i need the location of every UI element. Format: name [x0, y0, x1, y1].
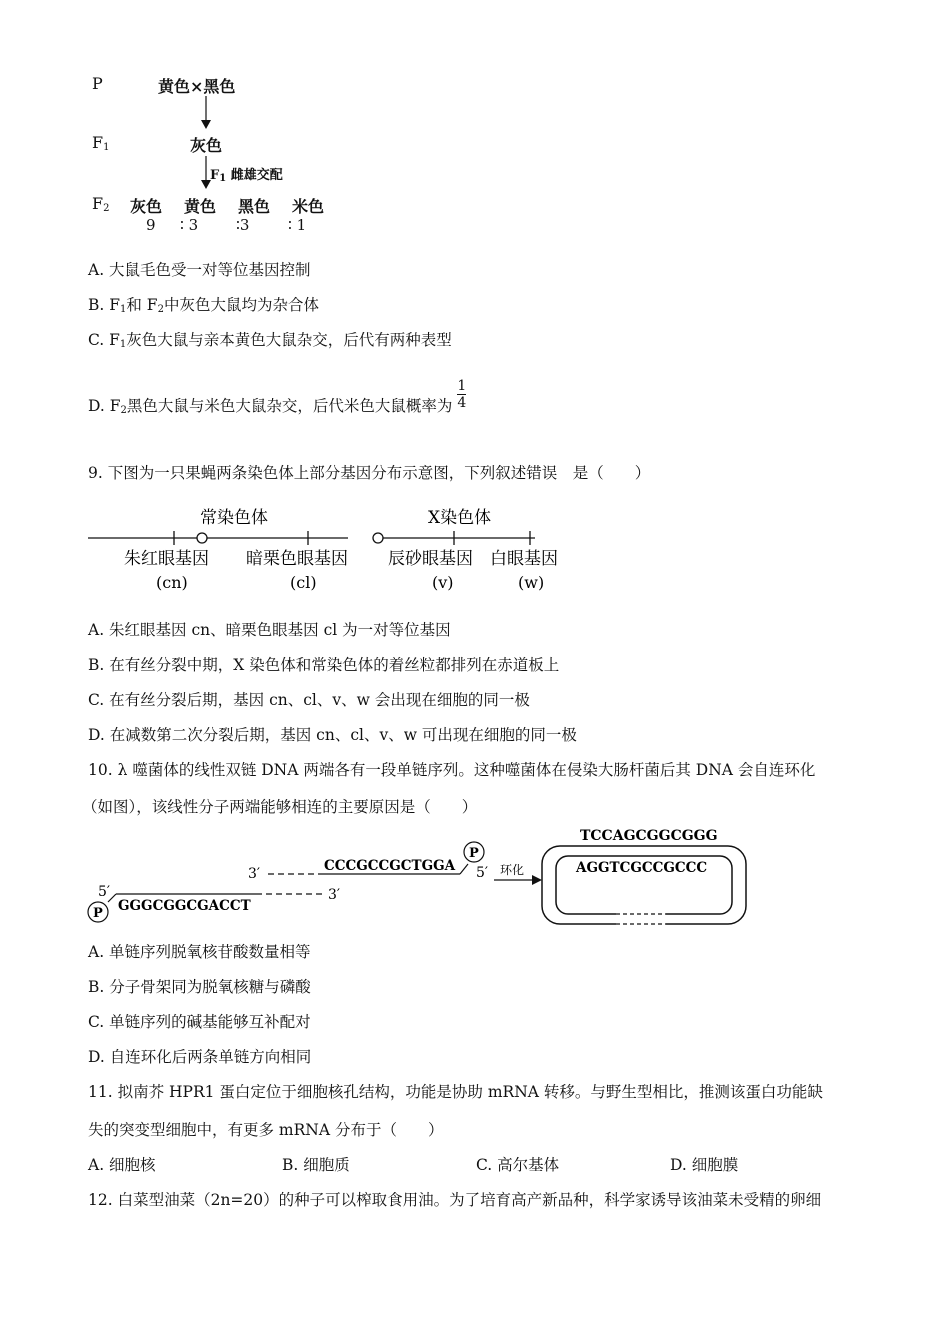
gene-w-symbol: (w): [518, 573, 545, 592]
f2-ratio-black: ∶3: [236, 216, 250, 234]
p-cross: 黄色×黑色: [158, 77, 236, 96]
gene-cn-symbol: (cn): [156, 573, 188, 592]
q8-option-c: C. $F_1$灰色大鼠与亲本黄色大鼠杂交，后代有两种表型: [88, 331, 452, 350]
f2-label: $F_2$: [92, 194, 110, 214]
q8-option-d: D. $F_2$黑色大鼠与米色大鼠杂交，后代米色大鼠概率为 $\frac{1}{4}$: [88, 378, 467, 416]
f1-phenotype: 灰色: [190, 136, 223, 155]
autosome-centromere: [197, 533, 207, 543]
q11-option-d: D. 细胞膜: [670, 1156, 739, 1174]
top-strand-sequence: CCCGCCGCTGGA: [324, 858, 456, 874]
f1-mating-note: $F_1$ 雌雄交配: [210, 168, 283, 184]
gene-cl-name: 暗栗色眼基因: [246, 549, 348, 569]
ring-outer-sequence: TCCAGCGGCGGG: [580, 828, 718, 844]
gene-cn-name: 朱红眼基因: [124, 549, 209, 569]
dna-circularization-diagram: [80, 822, 780, 934]
top-strand-5prime-label: 5′: [476, 865, 489, 881]
gene-v-symbol: (v): [432, 573, 454, 592]
x-centromere: [373, 533, 383, 543]
q10-stem-line2: （如图），该线性分子两端能够相连的主要原因是（ ）: [82, 798, 478, 816]
f2-phenotype-cream: 米色: [292, 197, 325, 216]
x-chromosome-title: X染色体: [428, 508, 492, 528]
autosome-title: 常染色体: [200, 508, 268, 528]
circularization-arrowhead: [532, 875, 542, 885]
bottom-strand-5prime-label: 5′: [98, 884, 111, 900]
ring-inner-sequence: AGGTCGCCGCCC: [576, 860, 708, 876]
bottom-strand-3prime-label: 3′: [328, 887, 341, 903]
bottom-phosphate-label: P: [93, 906, 103, 921]
q9-option-a: A. 朱红眼基因 cn、暗栗色眼基因 cl 为一对等位基因: [88, 621, 451, 639]
gene-cl-symbol: (cl): [290, 573, 317, 592]
q9-option-b: B. 在有丝分裂中期，X 染色体和常染色体的着丝粒都排列在赤道板上: [88, 656, 560, 674]
circularization-label: 环化: [500, 863, 525, 877]
f1-label: $F_1$: [92, 133, 110, 153]
top-strand-tail: [460, 864, 468, 874]
fraction-one-quarter: $\frac{1}{4}$: [457, 378, 467, 411]
bottom-strand-sequence: GGGCGGCGACCT: [118, 898, 251, 914]
q11-option-c: C. 高尔基体: [476, 1156, 560, 1174]
q10-option-d: D. 自连环化后两条单链方向相同: [88, 1048, 312, 1066]
top-strand-3prime-label: 3′: [248, 866, 261, 882]
q10-option-c: C. 单链序列的碱基能够互补配对: [88, 1013, 311, 1031]
cross-arrow-1: [196, 96, 216, 132]
q9-option-c: C. 在有丝分裂后期，基因 cn、cl、v、w 会出现在细胞的同一极: [88, 691, 530, 709]
q10-option-a: A. 单链序列脱氧核苷酸数量相等: [88, 943, 311, 961]
q10-option-b: B. 分子骨架同为脱氧核糖与磷酸: [88, 978, 311, 996]
q12-stem-line1: 12. 白菜型油菜（2n=20）的种子可以榨取食用油。为了培育高产新品种，科学家诱导该油菜未受精的卵细: [88, 1191, 822, 1209]
q8-option-a: A. 大鼠毛色受一对等位基因控制: [88, 261, 311, 279]
gene-w-name: 白眼基因: [490, 549, 558, 569]
gene-v-name: 辰砂眼基因: [388, 549, 473, 569]
q9-stem: 9. 下图为一只果蝇两条染色体上部分基因分布示意图，下列叙述错误 是（ ）: [88, 464, 651, 482]
q9-option-d: D. 在减数第二次分裂后期，基因 cn、cl、v、w 可出现在细胞的同一极: [88, 726, 577, 744]
q11-option-b: B. 细胞质: [282, 1156, 350, 1174]
q8-option-b: B. $F_1$和 $F_2$中灰色大鼠均为杂合体: [88, 296, 319, 315]
f2-ratio-cream: ∶ 1: [288, 216, 307, 234]
q11-stem-line2: 失的突变型细胞中，有更多 mRNA 分布于（ ）: [88, 1121, 444, 1139]
q11-stem-line1: 11. 拟南芥 HPR1 蛋白定位于细胞核孔结构，功能是协助 mRNA 转移。与野生型相比，推测该蛋白功能缺: [88, 1083, 823, 1101]
f2-phenotype-yellow: 黄色: [184, 197, 217, 216]
q10-stem-line1: 10. λ 噬菌体的线性双链 DNA 两端各有一段单链序列。这种噬菌体在侵染大肠杆菌后其 DNA 会自连环化: [88, 761, 816, 779]
q11-option-a: A. 细胞核: [88, 1156, 156, 1174]
p-label: P: [92, 74, 103, 93]
f2-phenotype-black: 黑色: [238, 197, 271, 216]
top-phosphate-label: P: [469, 846, 479, 861]
f2-ratio-gray: 9: [146, 216, 156, 234]
f2-phenotype-gray: 灰色: [130, 197, 163, 216]
chromosome-diagram: [80, 500, 580, 600]
f2-ratio-yellow: ∶ 3: [180, 216, 199, 234]
